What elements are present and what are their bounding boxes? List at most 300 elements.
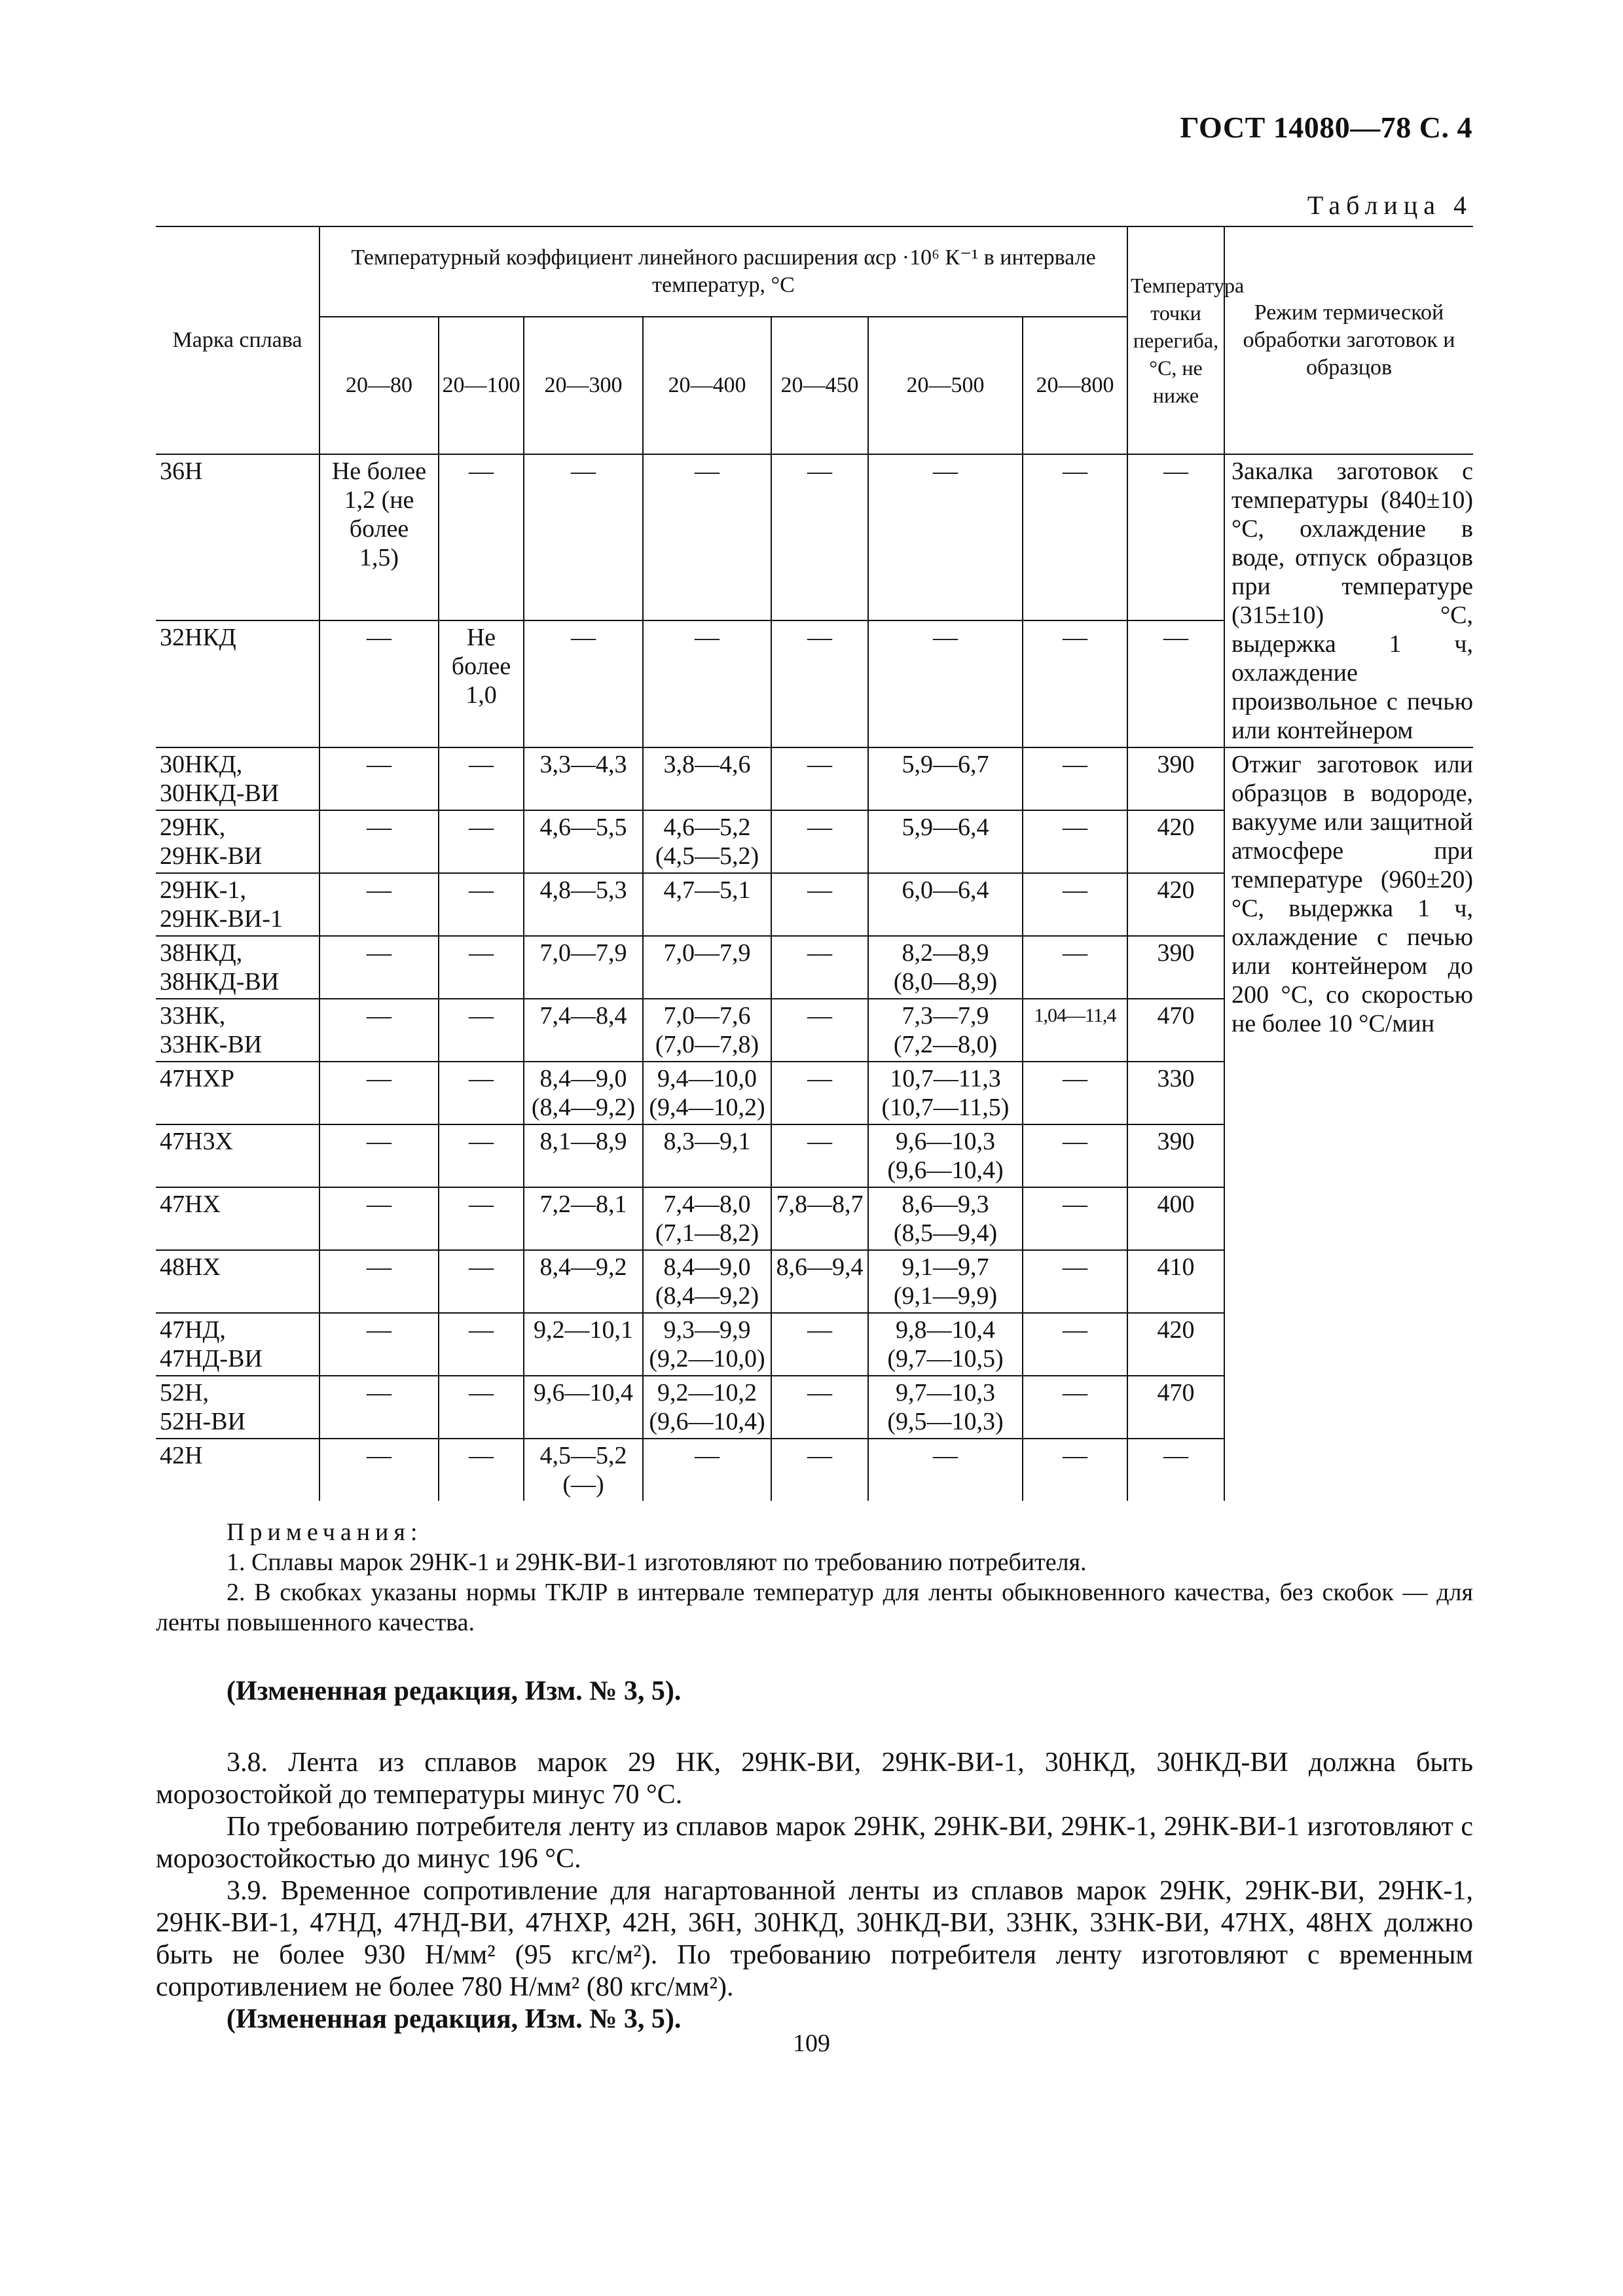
cell-value: 7,3—7,9	[902, 1002, 989, 1030]
cell-value: —	[367, 1379, 392, 1407]
cell-value: —	[1063, 939, 1087, 967]
cell-value: —	[469, 1253, 494, 1281]
cell-value: —	[933, 457, 958, 485]
cell-value: —	[1063, 1191, 1087, 1218]
value-cell	[1127, 1124, 1224, 1187]
table-label: Таблица 4	[1307, 190, 1472, 220]
cell-value: —	[367, 1191, 392, 1218]
value-cell	[868, 1376, 1023, 1439]
value-cell	[1127, 936, 1224, 999]
value-cell	[1023, 747, 1127, 810]
grade-name: 29НК-ВИ	[160, 842, 263, 870]
value-cell	[319, 1250, 439, 1313]
grade-name: 47НД,	[160, 1316, 226, 1344]
value-cell	[439, 454, 524, 620]
grade-name: 33НК-ВИ	[160, 1031, 263, 1058]
value-cell	[771, 620, 868, 747]
cell-value: 420	[1157, 1316, 1195, 1344]
cell-value: —	[1063, 1128, 1087, 1155]
value-cell	[524, 999, 643, 1062]
value-cell	[524, 1062, 643, 1124]
cell-value: —	[367, 1316, 392, 1344]
value-cell	[868, 1250, 1023, 1313]
cell-value: (9,6—10,4)	[649, 1408, 765, 1435]
header-interval: 20—800	[1023, 317, 1127, 454]
cell-value: —	[807, 1002, 832, 1030]
header-interval: 20—100	[439, 317, 524, 454]
cell-value: —	[469, 1002, 494, 1030]
cell-value: —	[1063, 1316, 1087, 1344]
heat-treatment-cell: Отжиг заготовок или образцов в водороде, вакууме или защитной атмосфере при температуре (960±20) °С, выдержка 1 ч, охлаждение с печью или контейнером до 200 °С, со скоростью не более 10 °С/мин	[1224, 747, 1473, 1501]
value-cell	[439, 1376, 524, 1439]
value-cell	[771, 747, 868, 810]
value-cell	[868, 1062, 1023, 1124]
cell-value: 9,6—10,4	[534, 1379, 633, 1407]
cell-value: 330	[1157, 1065, 1195, 1092]
value-cell	[771, 1313, 868, 1376]
value-cell	[643, 936, 771, 999]
value-cell	[319, 873, 439, 936]
cell-value: —	[807, 457, 832, 485]
note-item: 2. В скобках указаны нормы ТКЛР в интервале температур для ленты обыкновенного качества, без скобок — для ленты повышенного качества.	[156, 1579, 1473, 1636]
cell-value: 8,6—9,4	[776, 1253, 864, 1281]
paragraph-3-8-continued: По требованию потребителя ленту из сплавов марок 29НК, 29НК-ВИ, 29НК-1, 29НК-ВИ-1 изготовляют с морозостойкостью до минус 196 °С.	[156, 1812, 1473, 1874]
value-cell	[439, 1439, 524, 1501]
cell-value: —	[469, 1191, 494, 1218]
value-cell	[643, 1124, 771, 1187]
header-interval: 20—80	[319, 317, 439, 454]
cell-value: 390	[1157, 939, 1195, 967]
value-cell	[868, 1187, 1023, 1250]
value-cell	[524, 454, 643, 620]
value-cell	[319, 1187, 439, 1250]
value-cell	[439, 620, 524, 747]
value-cell	[439, 873, 524, 936]
cell-value: (9,1—9,9)	[893, 1282, 998, 1310]
value-cell	[1127, 454, 1224, 620]
value-cell	[1127, 747, 1224, 810]
value-cell	[643, 1187, 771, 1250]
notes-title: Примечания:	[227, 1518, 423, 1546]
value-cell	[1023, 1313, 1127, 1376]
value-cell	[319, 747, 439, 810]
grade-name: 47НД-ВИ	[160, 1345, 263, 1372]
cell-value: —	[571, 624, 596, 652]
cell-value: 4,7—5,1	[663, 876, 751, 904]
value-cell	[524, 873, 643, 936]
value-cell	[643, 1376, 771, 1439]
value-cell	[868, 999, 1023, 1062]
cell-value: —	[933, 624, 958, 652]
value-cell	[319, 1313, 439, 1376]
value-cell	[1023, 810, 1127, 873]
value-cell	[1023, 999, 1127, 1062]
cell-value: —	[571, 457, 596, 485]
cell-value: —	[469, 1442, 494, 1469]
cell-value: 9,3—9,9	[663, 1316, 751, 1344]
cell-value: —	[367, 1128, 392, 1155]
cell-value: 400	[1157, 1191, 1195, 1218]
cell-value: —	[1063, 814, 1087, 841]
value-cell	[643, 1439, 771, 1501]
cell-value: 8,4—9,0	[539, 1065, 627, 1092]
cell-value: 9,8—10,4	[896, 1316, 995, 1344]
cell-value: 390	[1157, 751, 1195, 778]
value-cell	[1023, 936, 1127, 999]
edit-note: (Измененная редакция, Изм. № 3, 5).	[227, 2004, 682, 2034]
value-cell	[439, 999, 524, 1062]
cell-value: —	[469, 751, 494, 778]
cell-value: —	[807, 939, 832, 967]
value-cell	[1127, 1376, 1224, 1439]
cell-value: —	[933, 1442, 958, 1469]
cell-value: —	[807, 1316, 832, 1344]
cell-value: (9,2—10,0)	[649, 1345, 765, 1372]
grade-cell	[156, 1124, 319, 1187]
value-cell	[319, 936, 439, 999]
grade-name: 47НХР	[160, 1065, 235, 1092]
grade-cell	[156, 873, 319, 936]
grade-name: 36Н	[160, 457, 203, 485]
value-cell	[771, 1376, 868, 1439]
grade-cell	[156, 1439, 319, 1501]
value-cell	[643, 454, 771, 620]
value-cell	[1127, 1187, 1224, 1250]
cell-value: —	[1163, 624, 1188, 652]
cell-value: 7,2—8,1	[539, 1191, 627, 1218]
value-cell	[868, 454, 1023, 620]
value-cell	[1023, 1439, 1127, 1501]
cell-value: —	[1063, 457, 1087, 485]
value-cell	[771, 454, 868, 620]
cell-value: 8,1—8,9	[539, 1128, 627, 1155]
cell-value: 7,0—7,9	[663, 939, 751, 967]
cell-value: —	[367, 814, 392, 841]
cell-value: —	[367, 751, 392, 778]
cell-value: 8,4—9,0	[663, 1253, 751, 1281]
cell-value: 3,8—4,6	[663, 751, 751, 778]
value-cell	[868, 620, 1023, 747]
value-cell	[771, 1187, 868, 1250]
grade-cell	[156, 936, 319, 999]
value-cell	[643, 810, 771, 873]
cell-value: 5,9—6,4	[902, 814, 989, 841]
cell-value: —	[695, 1442, 720, 1469]
cell-value: 470	[1157, 1002, 1195, 1030]
grade-cell	[156, 620, 319, 747]
grade-cell	[156, 810, 319, 873]
grade-cell	[156, 1062, 319, 1124]
cell-value: (10,7—11,5)	[881, 1094, 1010, 1121]
value-cell	[1023, 1062, 1127, 1124]
value-cell	[1127, 810, 1224, 873]
cell-value: —	[1063, 1253, 1087, 1281]
grade-cell	[156, 454, 319, 620]
value-cell	[1127, 620, 1224, 747]
cell-value: (7,2—8,0)	[893, 1031, 998, 1058]
paragraph-3-8: 3.8. Лента из сплавов марок 29 НК, 29НК-ВИ, 29НК-ВИ-1, 30НКД, 30НКД-ВИ должна быть морозостойкой до температуры минус 70 °С.	[156, 1748, 1473, 1810]
value-cell	[868, 936, 1023, 999]
grade-name: 30НКД,	[160, 751, 243, 778]
cell-value: 1,2 (не	[344, 486, 414, 514]
cell-value: 8,3—9,1	[663, 1128, 751, 1155]
cell-value: 10,7—11,3	[890, 1065, 1001, 1092]
header-heat-treatment: Режим термической обработки заготовок и образцов	[1224, 226, 1473, 454]
cell-value: —	[367, 1065, 392, 1092]
grade-cell	[156, 1187, 319, 1250]
value-cell	[643, 747, 771, 810]
cell-value: 3,3—4,3	[539, 751, 627, 778]
cell-value: —	[469, 1128, 494, 1155]
value-cell	[1023, 873, 1127, 936]
value-cell	[524, 620, 643, 747]
header-interval: 20—400	[643, 317, 771, 454]
cell-value: —	[469, 1379, 494, 1407]
cell-value: —	[807, 1065, 832, 1092]
value-cell	[319, 1062, 439, 1124]
cell-value: 4,6—5,2	[663, 814, 751, 841]
cell-value: —	[367, 1002, 392, 1030]
note-item: 1. Сплавы марок 29НК-1 и 29НК-ВИ-1 изготовляют по требованию потребителя.	[227, 1549, 1087, 1576]
cell-value: —	[367, 939, 392, 967]
grade-name: 38НКД-ВИ	[160, 968, 280, 996]
value-cell	[868, 1124, 1023, 1187]
cell-value: —	[807, 1128, 832, 1155]
header-tklr: Температурный коэффициент линейного расширения αср ·10⁶ К⁻¹ в интервале температур, °С	[319, 226, 1127, 317]
cell-value: —	[469, 814, 494, 841]
value-cell	[1023, 1124, 1127, 1187]
cell-value: (8,5—9,4)	[893, 1219, 998, 1247]
cell-value: 6,0—6,4	[902, 876, 989, 904]
value-cell	[439, 1187, 524, 1250]
cell-value: (8,4—9,2)	[655, 1282, 759, 1310]
cell-value: —	[807, 814, 832, 841]
grade-name: 48НХ	[160, 1253, 221, 1281]
value-cell	[643, 873, 771, 936]
value-cell	[771, 1250, 868, 1313]
grade-name: 52Н,	[160, 1379, 209, 1407]
value-cell	[524, 747, 643, 810]
grade-cell	[156, 1250, 319, 1313]
grade-name: 52Н-ВИ	[160, 1408, 246, 1435]
cell-value: —	[1063, 1065, 1087, 1092]
page-number: 109	[793, 2030, 830, 2057]
cell-value: 420	[1157, 814, 1195, 841]
value-cell	[771, 936, 868, 999]
value-cell	[524, 1250, 643, 1313]
cell-value: 7,8—8,7	[776, 1191, 864, 1218]
cell-value: 9,2—10,2	[657, 1379, 757, 1407]
table-notes	[156, 1517, 1473, 1638]
value-cell	[1127, 873, 1224, 936]
value-cell	[319, 1124, 439, 1187]
value-cell	[524, 810, 643, 873]
cell-value: 9,2—10,1	[534, 1316, 633, 1344]
cell-value: 9,4—10,0	[657, 1065, 757, 1092]
cell-value: Не более	[331, 457, 427, 485]
value-cell	[439, 1124, 524, 1187]
value-cell	[1127, 1313, 1224, 1376]
heat-treatment-cell: Закалка заготовок с температуры (840±10) °С, охлаждение в воде, отпуск образцов при температуре (315±10) °С, выдержка 1 ч, охлаждение произвольное с печью или контейнером	[1224, 454, 1473, 747]
cell-value: —	[807, 1379, 832, 1407]
value-cell	[1023, 1250, 1127, 1313]
value-cell	[643, 1062, 771, 1124]
standard-reference: ГОСТ 14080—78 С. 4	[1180, 111, 1472, 144]
cell-value: —	[1063, 751, 1087, 778]
cell-value: 7,4—8,0	[663, 1191, 751, 1218]
cell-value: —	[367, 624, 392, 652]
tklr-table	[156, 226, 1473, 1501]
grade-name: 29НК,	[160, 814, 226, 841]
value-cell	[524, 1376, 643, 1439]
cell-value: 8,4—9,2	[539, 1253, 627, 1281]
table-row	[156, 454, 1473, 620]
value-cell	[1127, 1439, 1224, 1501]
cell-value: 9,1—9,7	[902, 1253, 989, 1281]
cell-value: 4,6—5,5	[539, 814, 627, 841]
value-cell	[868, 810, 1023, 873]
value-cell	[868, 873, 1023, 936]
grade-name: 38НКД,	[160, 939, 243, 967]
value-cell	[319, 999, 439, 1062]
value-cell	[319, 1439, 439, 1501]
paragraph-3-9: 3.9. Временное сопротивление для нагартованной ленты из сплавов марок 29НК, 29НК-ВИ, 29НК-1, 29НК-ВИ-1, 47НД, 47НД-ВИ, 47НХР, 42Н, 36Н, 30НКД, 30НКД-ВИ, 33НК, 33НК-ВИ, 47НХ, 48НХ должно быть не более 930 Н/мм² (95 кгс/м²). По требованию потребителя ленту изготовляют с временным сопротивлением не более 780 Н/мм² (80 кгс/мм²).	[156, 1876, 1473, 2002]
cell-value: —	[807, 624, 832, 652]
cell-value: —	[469, 457, 494, 485]
value-cell	[643, 620, 771, 747]
edit-note: (Измененная редакция, Изм. № 3, 5).	[227, 1676, 682, 1706]
value-cell	[524, 936, 643, 999]
header-interval: 20—300	[524, 317, 643, 454]
value-cell	[868, 747, 1023, 810]
cell-value: 5,9—6,7	[902, 751, 989, 778]
cell-value: 4,8—5,3	[539, 876, 627, 904]
grade-name: 42Н	[160, 1442, 203, 1469]
value-cell	[524, 1439, 643, 1501]
value-cell	[771, 1439, 868, 1501]
value-cell	[319, 810, 439, 873]
value-cell	[1127, 1250, 1224, 1313]
grade-cell	[156, 1313, 319, 1376]
cell-value: —	[807, 751, 832, 778]
grade-cell	[156, 747, 319, 810]
cell-value: —	[367, 876, 392, 904]
cell-value: —	[695, 457, 720, 485]
value-cell	[643, 1313, 771, 1376]
value-cell	[439, 810, 524, 873]
value-cell	[1023, 454, 1127, 620]
body-text	[156, 1676, 1473, 2036]
cell-value: 1,04—11,4	[1034, 1005, 1116, 1026]
table-row	[156, 747, 1473, 810]
cell-value: —	[1163, 1442, 1188, 1469]
cell-value: 1,5)	[359, 544, 399, 571]
cell-value: 7,0—7,9	[539, 939, 627, 967]
cell-value: —	[1063, 1442, 1087, 1469]
value-cell	[524, 1187, 643, 1250]
grade-name: 32НКД	[160, 624, 236, 652]
value-cell	[643, 999, 771, 1062]
cell-value: 470	[1157, 1379, 1195, 1407]
cell-value: 7,4—8,4	[539, 1002, 627, 1030]
grade-name: 30НКД-ВИ	[160, 780, 280, 807]
value-cell	[771, 810, 868, 873]
value-cell	[439, 1250, 524, 1313]
value-cell	[319, 454, 439, 620]
cell-value: —	[367, 1442, 392, 1469]
cell-value: —	[469, 876, 494, 904]
value-cell	[1023, 620, 1127, 747]
cell-value: —	[367, 1253, 392, 1281]
value-cell	[439, 1062, 524, 1124]
cell-value: (4,5—5,2)	[655, 842, 759, 870]
cell-value: 410	[1157, 1253, 1195, 1281]
cell-value: (9,6—10,4)	[887, 1157, 1004, 1184]
value-cell	[439, 1313, 524, 1376]
header-interval: 20—450	[771, 317, 868, 454]
cell-value: (8,0—8,9)	[893, 968, 998, 996]
cell-value: —	[469, 1065, 494, 1092]
value-cell	[771, 1062, 868, 1124]
value-cell	[868, 1313, 1023, 1376]
cell-value: более	[451, 653, 511, 681]
value-cell	[439, 747, 524, 810]
cell-value: 9,6—10,3	[896, 1128, 995, 1155]
value-cell	[1023, 1187, 1127, 1250]
grade-name: 47Н3Х	[160, 1128, 233, 1155]
value-cell	[524, 1124, 643, 1187]
value-cell	[524, 1313, 643, 1376]
grade-name: 33НК,	[160, 1002, 226, 1030]
value-cell	[319, 620, 439, 747]
cell-value: 8,2—8,9	[902, 939, 989, 967]
grade-name: 29НК-1,	[160, 876, 246, 904]
cell-value: 9,7—10,3	[896, 1379, 995, 1407]
value-cell	[643, 1250, 771, 1313]
cell-value: —	[1063, 624, 1087, 652]
cell-value: (9,4—10,2)	[649, 1094, 765, 1121]
header-grade: Марка сплава	[156, 226, 319, 454]
cell-value: (9,7—10,5)	[887, 1345, 1004, 1372]
cell-value: —	[807, 876, 832, 904]
value-cell	[868, 1439, 1023, 1501]
value-cell	[771, 873, 868, 936]
cell-value: 8,6—9,3	[902, 1191, 989, 1218]
grade-cell	[156, 999, 319, 1062]
cell-value: более	[349, 515, 409, 543]
cell-value: 4,5—5,2	[539, 1442, 627, 1469]
header-inflection-temp: Температура точки перегиба, °С, не ниже	[1127, 226, 1224, 454]
cell-value: (7,0—7,8)	[655, 1031, 759, 1058]
value-cell	[319, 1376, 439, 1439]
grade-name: 47НХ	[160, 1191, 221, 1218]
cell-value: —	[1163, 457, 1188, 485]
value-cell	[1127, 999, 1224, 1062]
cell-value: —	[807, 1442, 832, 1469]
cell-value: —	[1063, 1379, 1087, 1407]
value-cell	[1127, 1062, 1224, 1124]
cell-value: 1,0	[465, 681, 497, 709]
cell-value: —	[695, 624, 720, 652]
header-interval: 20—500	[868, 317, 1023, 454]
cell-value: (8,4—9,2)	[531, 1094, 636, 1121]
cell-value: (9,5—10,3)	[887, 1408, 1004, 1435]
grade-cell	[156, 1376, 319, 1439]
grade-name: 29НК-ВИ-1	[160, 905, 283, 933]
cell-value: —	[469, 1316, 494, 1344]
value-cell	[439, 936, 524, 999]
cell-value: —	[1063, 876, 1087, 904]
